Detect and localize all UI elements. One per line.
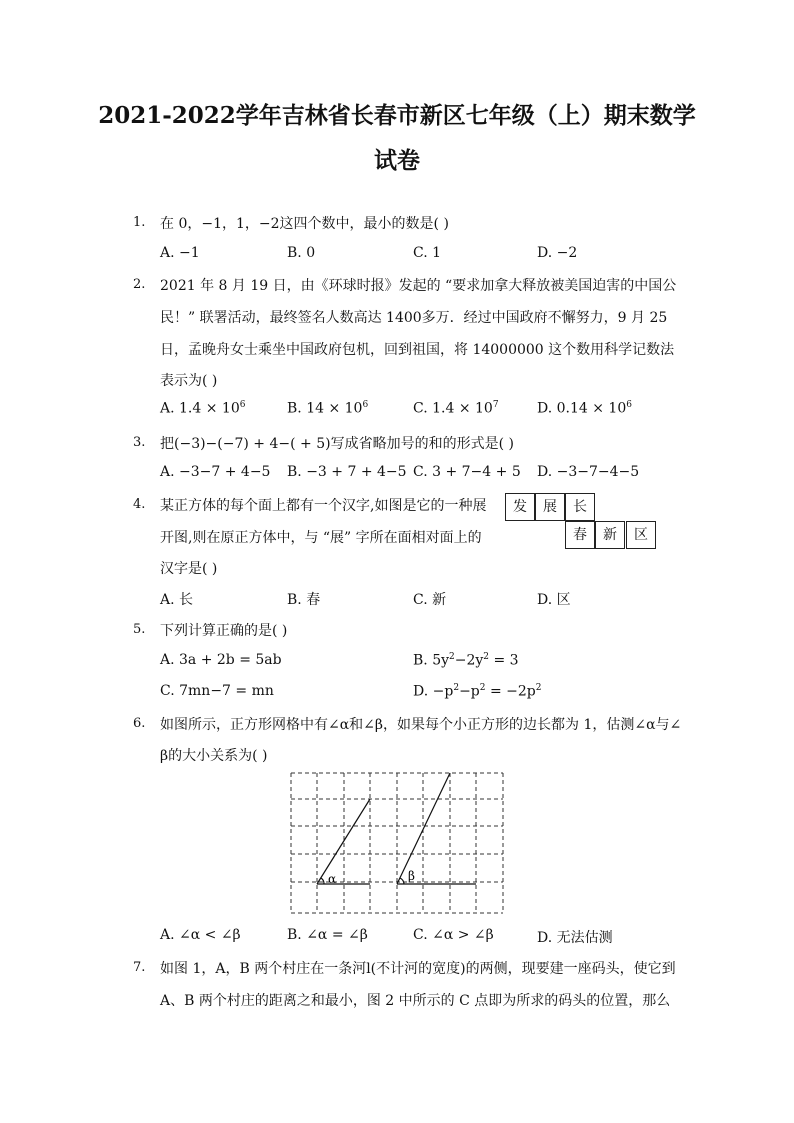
option-b: B. −3 + 7 + 4−5 xyxy=(287,464,407,480)
question-text: 民！” 联署活动，最终签名人数高达 1400多万．经过中国政府不懈努力，9 月 25 xyxy=(160,310,668,326)
net-cell: 长 xyxy=(565,493,595,521)
alpha-label: α xyxy=(328,872,337,886)
option-c: C. 新 xyxy=(413,592,447,608)
page-title-line-2: 试卷 xyxy=(374,147,420,174)
question-text: 某正方体的每个面上都有一个汉字,如图是它的一种展 xyxy=(160,498,487,514)
question-text: 如图 1，A，B 两个村庄在一条河l(不计河的宽度)的两侧，现要建一座码头，使它到 xyxy=(160,961,676,977)
cube-net-figure xyxy=(505,493,660,553)
option-a: A. 长 xyxy=(160,592,194,608)
question-text: 2021 年 8 月 19 日，由《环球时报》发起的 “要求加拿大释放被美国迫害的中国公 xyxy=(160,278,677,294)
option-b: B. 0 xyxy=(287,245,316,261)
option-c: C. 3 + 7−4 + 5 xyxy=(413,464,521,480)
dashed-grid xyxy=(291,773,503,913)
beta-arc xyxy=(400,878,404,884)
question-text: A、B 两个村庄的距离之和最小，图 2 中所示的 C 点即为所求的码头的位置，那么 xyxy=(160,993,671,1009)
question-text: 表示为( ) xyxy=(160,373,218,389)
option-c: C. 1 xyxy=(413,245,442,261)
option-a: A. ∠α < ∠β xyxy=(160,927,241,943)
question-text: 在 0，−1，1，−2这四个数中，最小的数是( ) xyxy=(160,216,449,232)
option-d: D. $-p^2-p^2 = -2p^2$ xyxy=(413,683,542,700)
question-text: 汉字是( ) xyxy=(160,561,218,577)
option-d: D. $0.14 \times 10^6$ xyxy=(537,400,632,417)
option-d: D. −2 xyxy=(537,245,578,261)
option-b: B. $14 \times 10^6$ xyxy=(287,400,369,417)
option-a: A. 3a + 2b = 5ab xyxy=(160,652,282,668)
option-c: C. ∠α > ∠β xyxy=(413,927,494,943)
angle-grid-figure xyxy=(288,770,508,920)
alpha-arc xyxy=(321,878,324,884)
option-d: D. 无法估测 xyxy=(537,930,613,946)
net-cell: 发 xyxy=(505,493,535,521)
question-text: 日，孟晚舟女士乘坐中国政府包机，回到祖国，将 14000000 这个数用科学记数法 xyxy=(160,342,675,358)
option-b: B. 春 xyxy=(287,592,321,608)
option-b: B. ∠α = ∠β xyxy=(287,927,368,943)
option-c: C. 7mn−7 = mn xyxy=(160,683,274,699)
option-b: B. $5y^2-2y^2 = 3$ xyxy=(413,652,519,669)
option-a: A. −1 xyxy=(160,245,200,261)
option-c: C. $1.4 \times 10^7$ xyxy=(413,400,499,417)
page-title-line-1: 2021-2022学年吉林省长春市新区七年级（上）期末数学 xyxy=(98,102,696,129)
question-number: 1. xyxy=(133,215,146,230)
option-d: D. −3−7−4−5 xyxy=(537,464,640,480)
option-d: D. 区 xyxy=(537,592,571,608)
question-number: 4. xyxy=(133,497,146,512)
question-text: 下列计算正确的是( ) xyxy=(160,623,288,639)
question-number: 5. xyxy=(133,622,146,637)
option-a: A. $1.4 \times 10^6$ xyxy=(160,400,246,417)
option-a: A. −3−7 + 4−5 xyxy=(160,464,271,480)
question-text: 如图所示，正方形网格中有∠α和∠β，如果每个小正方形的边长都为 1，估测∠α与∠ xyxy=(160,717,682,733)
question-number: 7. xyxy=(133,960,146,975)
net-cell: 区 xyxy=(626,521,656,549)
question-text: 开图,则在原正方体中，与 “展” 字所在面相对面上的 xyxy=(160,530,482,546)
question-number: 3. xyxy=(133,435,146,450)
question-number: 6. xyxy=(133,716,146,731)
net-cell: 春 xyxy=(565,521,595,549)
net-cell: 新 xyxy=(595,521,625,549)
question-text: β的大小关系为( ) xyxy=(160,748,268,764)
question-number: 2. xyxy=(133,277,146,292)
question-text: 把(−3)−(−7) + 4−( + 5)写成省略加号的和的形式是( ) xyxy=(160,436,514,452)
beta-label: β xyxy=(408,869,415,883)
net-cell: 展 xyxy=(535,493,565,521)
